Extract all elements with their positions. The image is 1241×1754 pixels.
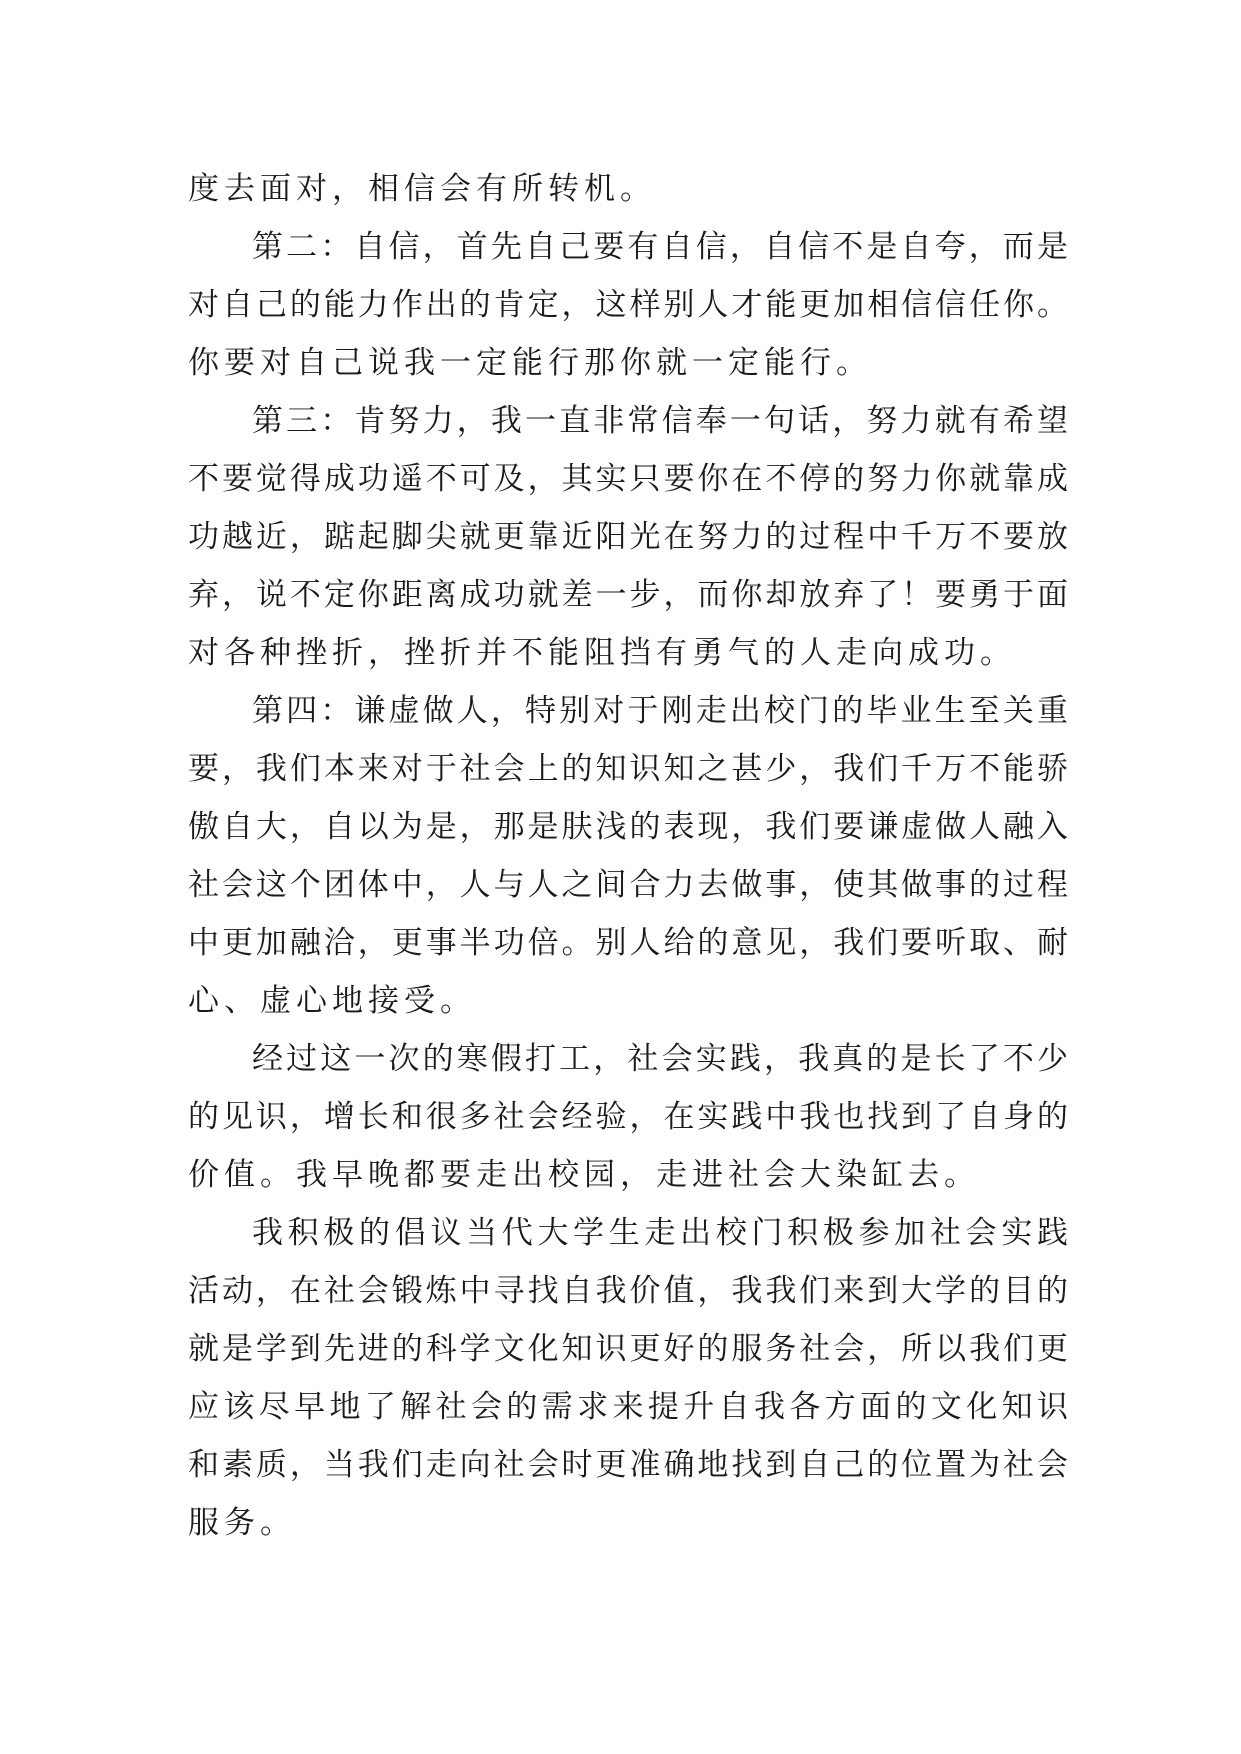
paragraph: [188, 392, 1068, 682]
text-line: 活动，在社会锻炼中寻找自我价值，我我们来到大学的目的: [188, 1273, 1068, 1309]
paragraph: [188, 1030, 1068, 1204]
text-line: 心、虚心地接受。: [188, 983, 476, 1019]
text-line: 第二：自信，首先自己要有自信，自信不是自夸，而是: [252, 229, 1068, 265]
text-line: 你要对自己说我一定能行那你就一定能行。: [188, 345, 872, 381]
paragraph: [188, 218, 1068, 392]
text-line: 不要觉得成功遥不可及，其实只要你在不停的努力你就靠成: [188, 461, 1068, 497]
text-line: 经过这一次的寒假打工，社会实践，我真的是长了不少: [252, 1041, 1068, 1077]
text-line: 中更加融洽，更事半功倍。别人给的意见，我们要听取、耐: [188, 925, 1068, 961]
text-line: 应该尽早地了解社会的需求来提升自我各方面的文化知识: [188, 1389, 1068, 1425]
text-line: 弃，说不定你距离成功就差一步，而你却放弃了！要勇于面: [188, 577, 1068, 613]
text-line: 傲自大，自以为是，那是肤浅的表现，我们要谦虚做人融入: [188, 809, 1068, 845]
text-line: 要，我们本来对于社会上的知识知之甚少，我们千万不能骄: [188, 751, 1068, 787]
text-line: 第三：肯努力，我一直非常信奉一句话，努力就有希望: [252, 403, 1068, 439]
paragraph: [188, 160, 1068, 218]
text-line: 对各种挫折，挫折并不能阻挡有勇气的人走向成功。: [188, 635, 1016, 671]
text-line: 服务。: [188, 1505, 296, 1541]
text-line: 功越近，踮起脚尖就更靠近阳光在努力的过程中千万不要放: [188, 519, 1068, 555]
paragraph: [188, 682, 1068, 1030]
text-line: 度去面对，相信会有所转机。: [188, 171, 656, 207]
text-line: 第四：谦虚做人，特别对于刚走出校门的毕业生至关重: [252, 693, 1068, 729]
paragraph: [188, 1204, 1068, 1552]
text-line: 和素质，当我们走向社会时更准确地找到自己的位置为社会: [188, 1447, 1068, 1483]
text-line: 的见识，增长和很多社会经验，在实践中我也找到了自身的: [188, 1099, 1068, 1135]
document-body: [188, 160, 1068, 1552]
text-line: 价值。我早晚都要走出校园，走进社会大染缸去。: [188, 1157, 980, 1193]
text-line: 对自己的能力作出的肯定，这样别人才能更加相信信任你。: [188, 287, 1068, 323]
text-line: 社会这个团体中，人与人之间合力去做事，使其做事的过程: [188, 867, 1068, 903]
text-line: 就是学到先进的科学文化知识更好的服务社会，所以我们更: [188, 1331, 1068, 1367]
text-line: 我积极的倡议当代大学生走出校门积极参加社会实践: [252, 1215, 1068, 1251]
